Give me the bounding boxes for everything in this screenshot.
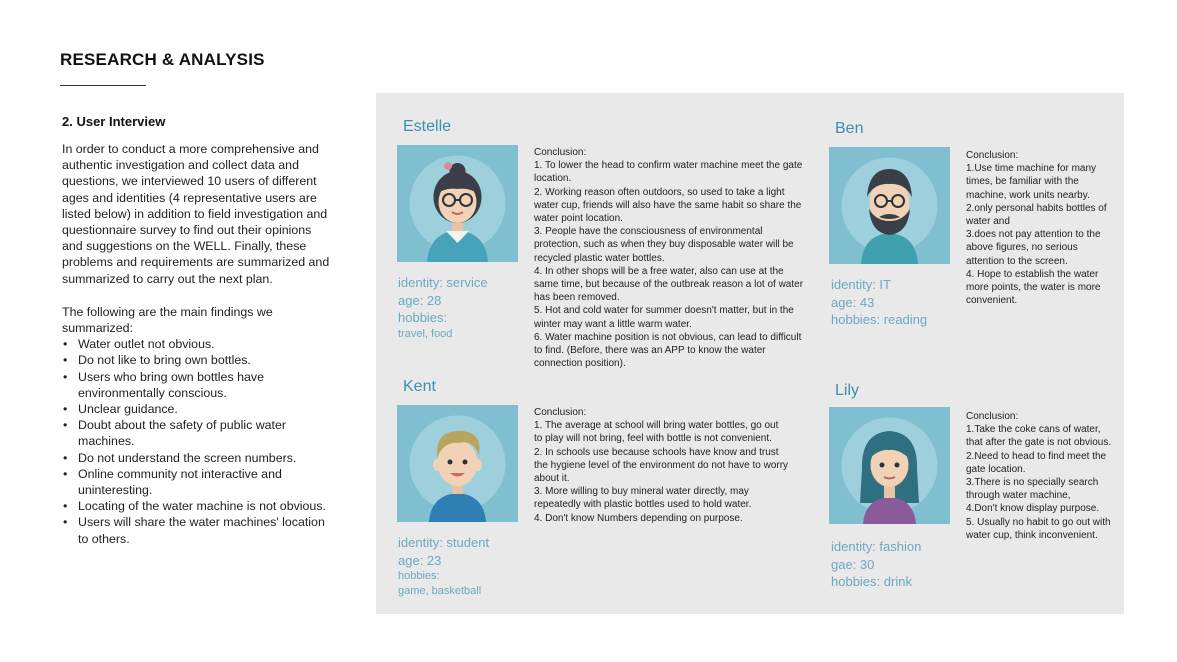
persona-name-kent: Kent <box>403 378 436 395</box>
estelle-identity: identity: service <box>398 275 488 290</box>
lily-identity: identity: fashion <box>831 539 922 554</box>
conclusion-point: 2.only personal habits bottles of water and <box>966 202 1107 228</box>
lily-hobbies: hobbies: drink <box>831 574 912 589</box>
conclusion-point: 1. The average at school will bring water bottles, go out to play will not bring, feel with bottle is not convenient. <box>534 420 779 445</box>
finding-item: • Locating of the water machine is not obvious. <box>62 498 332 514</box>
finding-item: • Water outlet not obvious. <box>62 336 332 352</box>
estelle-hobbies-value: travel, food <box>398 327 453 340</box>
estelle-age: age: 28 <box>398 292 442 308</box>
ben-info <box>831 276 927 329</box>
interview-summary <box>62 114 332 547</box>
lily-age: gae: 30 <box>831 556 875 572</box>
conclusion-point: 3. More willing to buy mineral water directly, may repeatedly with plastic bottles used to hold water. <box>534 486 752 511</box>
kent-hobbies-label: hobbies: <box>398 570 440 582</box>
conclusion-point: 1.Use time machine for many times, be familiar with the machine, work units nearby. <box>966 163 1097 201</box>
estelle-info <box>398 274 488 342</box>
conclusion-point: 1. To lower the head to confirm water machine meet the gate location. <box>534 160 803 185</box>
kent-conclusion <box>534 406 789 525</box>
page-title: RESEARCH & ANALYSIS <box>60 50 265 69</box>
estelle-avatar-icon <box>397 145 518 262</box>
conclusion-point: 4. In other shops will be a free water, also can use at the same time, but because of the outbreak reason a lot of water has been removed. <box>534 265 804 304</box>
conclusion-point: 2. Working reason often outdoors, so used to take a light water cup, friends will also have the same habit so share the water point location. <box>534 186 802 225</box>
lily-conclusion <box>966 410 1116 542</box>
lily-info <box>831 538 921 591</box>
conclusion-title: Conclusion: <box>966 411 1019 422</box>
finding-item: • Do not understand the screen numbers. <box>62 450 332 466</box>
ben-avatar-icon <box>829 147 950 264</box>
conclusion-title: Conclusion: <box>534 407 587 418</box>
conclusion-point: 6. Water machine position is not obvious, can lead to difficult to find. (Before, there was an APP to know the water connection position). <box>534 331 802 370</box>
conclusion-title: Conclusion: <box>534 147 587 158</box>
finding-item: • Do not like to bring own bottles. <box>62 352 332 368</box>
ben-hobbies: hobbies: reading <box>831 312 928 327</box>
conclusion-point: 4. Hope to establish the water more points, the water is more convenient. <box>966 268 1101 307</box>
persona-name-lily: Lily <box>835 382 860 399</box>
intro-paragraph: In order to conduct a more comprehensive and authentic investigation and collect data and questions, we interviewed 10 users of different ages and identities (4 representative users are listed below) in addition to field investigation and questionnaire survey to find out their opinions and suggestions on the WELL. Finally, these problems and requirements are summarized and summarized to carry out the next plan. <box>62 142 330 286</box>
kent-avatar-icon <box>397 405 518 522</box>
conclusion-title: Conclusion: <box>966 150 1019 161</box>
conclusion-point: 2.Need to head to find meet the gate location. <box>966 450 1107 475</box>
persona-name-estelle: Estelle <box>403 118 452 135</box>
conclusion-point: 5. Usually no habit to go out with water cup, think inconvenient. <box>966 516 1111 541</box>
finding-item: • Unclear guidance. <box>62 401 332 417</box>
conclusion-point: 5. Hot and cold water for summer doesn't matter, but in the winter may want a little warm water. <box>534 305 794 330</box>
conclusion-point: 4.Don't know display purpose. <box>966 503 1100 515</box>
personas-panel <box>376 93 1124 614</box>
finding-item: • Users who bring own bottles have environmentally conscious. <box>62 369 332 401</box>
kent-age: age: 23 <box>398 552 442 568</box>
persona-name-ben: Ben <box>835 120 864 137</box>
conclusion-point: 4. Don't know Numbers depending on purpose. <box>534 512 743 524</box>
conclusion-point: 3.does not pay attention to the above figures, no serious attention to the screen. <box>966 229 1101 267</box>
conclusion-point: 1.Take the coke cans of water, that after the gate is not obvious. <box>966 424 1112 449</box>
ben-identity: identity: IT <box>831 277 891 292</box>
finding-item: • Online community not interactive and uninteresting. <box>62 466 332 498</box>
conclusion-point: 2. In schools use because schools have know and trust the hygiene level of the environment do not have to worry about it. <box>534 446 789 485</box>
ben-age: age: 43 <box>831 294 875 310</box>
finding-item: • Users will share the water machines' location to others. <box>62 514 332 546</box>
finding-item: • Doubt about the safety of public water machines. <box>62 417 332 449</box>
kent-hobbies-value: game, basketball <box>398 585 482 597</box>
title-divider <box>60 85 146 86</box>
estelle-conclusion <box>534 146 809 370</box>
kent-identity: identity: student <box>398 535 490 550</box>
section-heading: 2. User Interview <box>62 114 166 129</box>
kent-info <box>398 534 489 599</box>
lily-avatar-icon <box>829 407 950 524</box>
conclusion-point: 3.There is no specially search through water machine, <box>966 477 1099 502</box>
findings-list <box>62 336 332 547</box>
estelle-hobbies-label: hobbies: <box>398 310 448 325</box>
conclusion-point: 3. People have the consciousness of environmental protection, such as when they buy disposable water will be recycled plastic water bottles. <box>534 226 794 264</box>
findings-title: The following are the main findings we summarized: <box>62 304 273 336</box>
ben-conclusion <box>966 149 1116 307</box>
